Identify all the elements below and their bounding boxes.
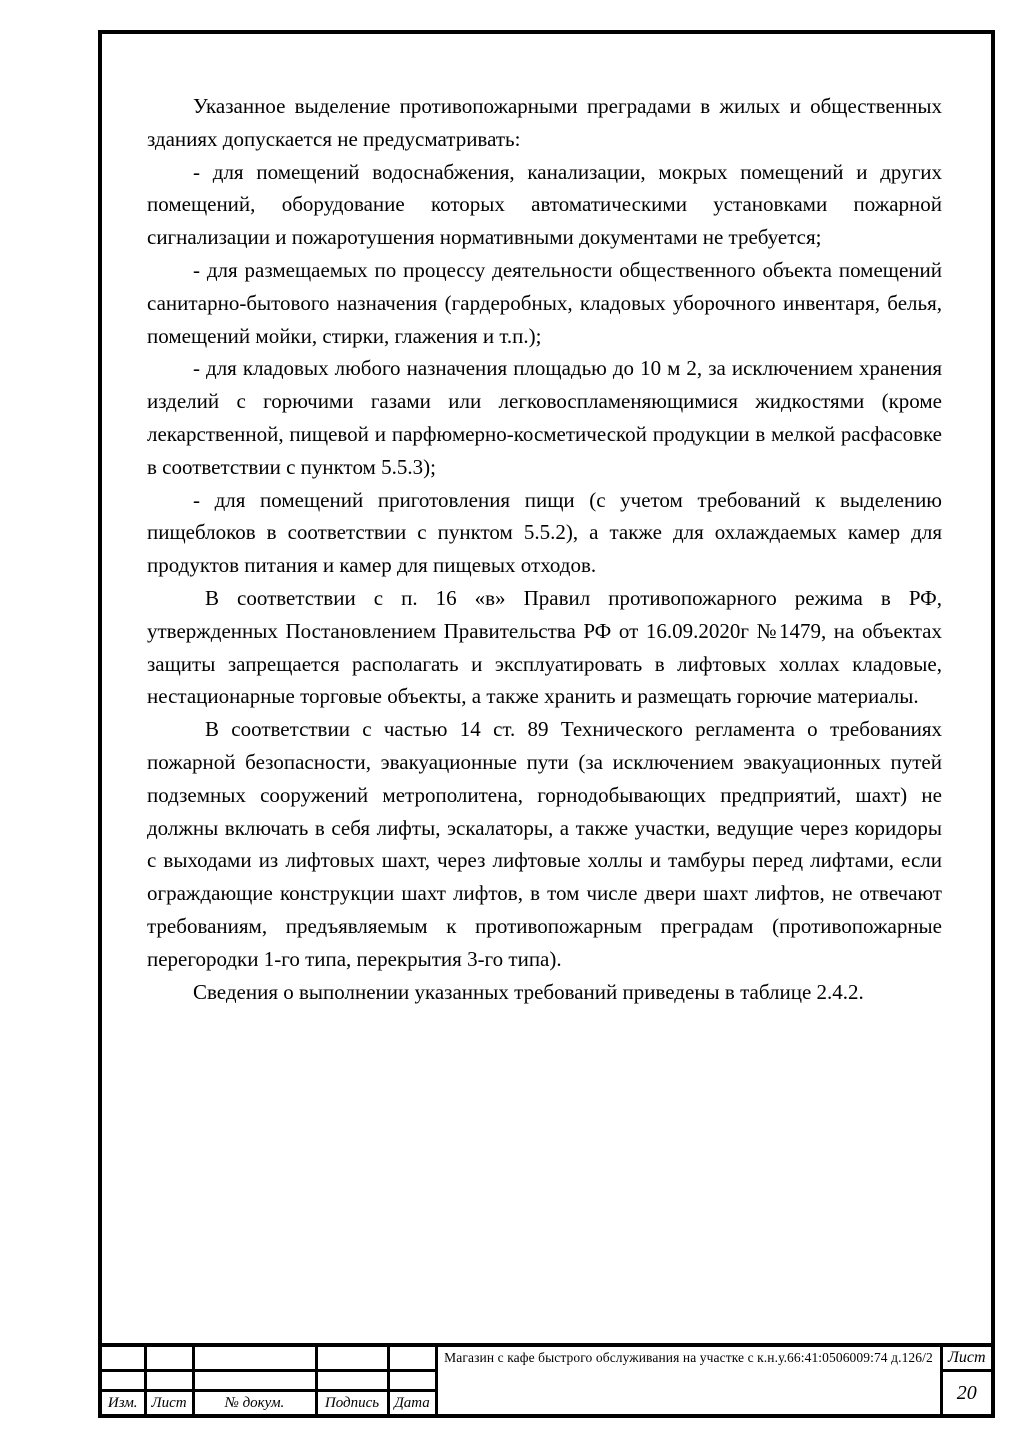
paragraph-intro: Указанное выделение противопожарными преградами в жилых и общественных зданиях допускается не предусматривать: [147, 94, 942, 151]
sheet-label: Лист [941, 1345, 993, 1371]
page-frame [98, 30, 995, 1418]
paragraph-list-item-1: - для помещений водоснабжения, канализации, мокрых помещений и других помещений, оборудование которых автоматическими установками пожарной сигнализации и пожаротушения нормативными документами не требуется; [147, 159, 942, 250]
stamp-cell-empty [193, 1345, 316, 1371]
stamp-column-list: Лист [145, 1391, 193, 1417]
stamp-cell-empty [100, 1345, 145, 1371]
stamp-column-izm: Изм. [100, 1391, 145, 1417]
project-title: Магазин с кафе быстрого обслуживания на участке с к.н.у.66:41:0506009:74 д.126/2 [444, 1350, 933, 1365]
stamp-column-ndokum: № докум. [193, 1391, 316, 1417]
stamp-cell-empty [145, 1345, 193, 1371]
paragraph-tech-reglament: В соответствии с частью 14 ст. 89 Технического регламента о требованиях пожарной безопасности, эвакуационные пути (за исключением эвакуационных путей подземных сооружений метрополитена, горнодобывающих предприятий, шахт) не должны включать в себя лифты, эскалаторы, а также участки, ведущие через коридоры с выходами из лифтовых шахт, через лифтовые холлы и тамбуры перед лифтами, если ограждающие конструкции шахт лифтов, в том числе двери шахт лифтов, не отвечают требованиям, предъявляемым к противопожарным преградам (противопожарные перегородки 1-го типа, перекрытия 3-го типа). [147, 717, 942, 971]
stamp-cell-empty [193, 1371, 316, 1391]
project-title-cell [436, 1345, 941, 1416]
paragraph-table-reference: Сведения о выполнении указанных требований приведены в таблице 2.4.2. [193, 979, 864, 1004]
stamp-cell-empty [100, 1371, 145, 1391]
document-body [102, 34, 991, 1008]
stamp-cell-empty [145, 1371, 193, 1391]
stamp-cell-empty [388, 1371, 436, 1391]
sheet-number: 20 [941, 1371, 993, 1417]
paragraph-list-item-4: - для помещений приготовления пищи (с учетом требований к выделению пищеблоков в соответствии с пунктом 5.5.2), а также для охлаждаемых камер для продуктов питания и камер для пищевых отходов. [147, 487, 942, 578]
stamp-column-data: Дата [388, 1391, 436, 1417]
paragraph-list-item-3: - для кладовых любого назначения площадью до 10 м 2, за исключением хранения изделий с горючими газами или легковоспламеняющимися жидкостями (кроме лекарственной, пищевой и парфюмерно-косметической продукции в мелкой расфасовке в соответствии с пунктом 5.5.3); [147, 356, 942, 479]
stamp-cell-empty [316, 1371, 388, 1391]
paragraph-list-item-2: - для размещаемых по процессу деятельности общественного объекта помещений санитарно-бытового назначения (гардеробных, кладовых уборочного инвентаря, белья, помещений мойки, стирки, глажения и т.п.); [147, 257, 942, 348]
stamp-cell-empty [316, 1345, 388, 1371]
stamp-column-podpis: Подпись [316, 1391, 388, 1417]
paragraph-rules-1479: В соответствии с п. 16 «в» Правил противопожарного режима в РФ, утвержденных Постановлением Правительства РФ от 16.09.2020г №1479, на объектах защиты запрещается располагать и эксплуатировать в лифтовых холлах кладовые, нестационарные торговые объекты, а также хранить и размещать горючие материалы. [147, 585, 942, 709]
stamp-cell-empty [388, 1345, 436, 1371]
title-block [98, 1343, 995, 1418]
